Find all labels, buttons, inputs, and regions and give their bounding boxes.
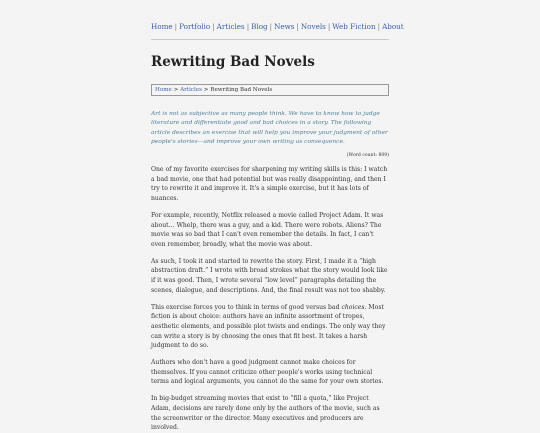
- nav-link-blog[interactable]: Blog: [251, 22, 268, 31]
- breadcrumb-current: Rewriting Bad Novels: [210, 87, 273, 93]
- article-paragraph-4: This exercise forces you to think in terms of good versus bad choices. Most fiction is about choice: authors have an infinite assortment of tropes, aesthetic elements, and possible plot twists and endings. The only way they can write a story is by choosing the ones that fit best. It takes a harsh judgment to do so.: [151, 303, 386, 350]
- nav-link-home[interactable]: Home: [151, 22, 173, 31]
- nav-divider: [151, 39, 389, 40]
- article-paragraph-3: As such, I took it and started to rewrite the story. First, I made it a “high abstraction draft.” I wrote with broad strokes what the story would look like if it was good. Then, I wrote several “low level” paragraphs detailing the scenes, dialogue, and descriptions. And, the final result was not too shabby.: [151, 257, 388, 294]
- nav-separator: |: [212, 22, 215, 31]
- nav-link-portfolio[interactable]: Portfolio: [179, 22, 211, 31]
- article-paragraph-1: One of my favorite exercises for sharpening my writing skills is this: I watch a bad movie, one that had potential but was really disappointing, and then I try to rewrite it and improve it. It's a simple exercise, but it has lots of nuances.: [151, 166, 388, 203]
- nav-separator: |: [174, 22, 178, 31]
- article-paragraph-5: Authors who don't have a good judgment cannot make choices for themselves. If you cannot criticize other people's works using technical terms and logical arguments, you cannot do the same for your own stories.: [151, 359, 384, 386]
- breadcrumb-separator: >: [203, 87, 209, 93]
- page-title: Rewriting Bad Novels: [151, 54, 315, 70]
- nav-link-novels[interactable]: Novels: [300, 22, 326, 31]
- nav-link-web-fiction[interactable]: Web Fiction: [332, 22, 376, 31]
- nav-link-articles[interactable]: Articles: [216, 22, 245, 31]
- nav-separator: |: [246, 22, 250, 31]
- nav-link-news[interactable]: News: [274, 22, 295, 31]
- breadcrumb-separator: >: [173, 87, 179, 93]
- top-nav: [151, 22, 404, 31]
- breadcrumb-articles-link[interactable]: Articles: [180, 87, 202, 93]
- nav-separator: |: [377, 22, 381, 31]
- breadcrumb-home-link[interactable]: Home: [155, 87, 172, 93]
- article-page: [151, 0, 404, 433]
- nav-separator: |: [269, 22, 273, 31]
- nav-separator: |: [327, 22, 331, 31]
- word-count: (Word count: 809): [346, 153, 389, 159]
- article-paragraph-2: For example, recently, Netflix released a movie called Project Adam. It was about… Whelp, there was a guy, and a kid. There were robots. Aliens? The movie was so bad that I can't even remember the details. In fact, I can't even remember, broadly, what the movie was about.: [151, 211, 384, 248]
- article-intro: Art is not as subjective as many people think. We have to know how to judge literature and differentiate good and bad choices in a story. The following article describes an exercise that will help you improve your judgment of other people's stories—and improve your own writing as consequence.: [151, 111, 388, 145]
- article-paragraph-6: In big-budget streaming movies that exist to “fill a quota,” like Project Adam, decisions are rarely done only by the authors of the movie, such as the screenwriter or the director. Many executives and producers are involved.: [151, 395, 380, 432]
- breadcrumb: [151, 84, 389, 96]
- nav-link-about[interactable]: About: [382, 22, 404, 31]
- nav-separator: |: [296, 22, 299, 31]
